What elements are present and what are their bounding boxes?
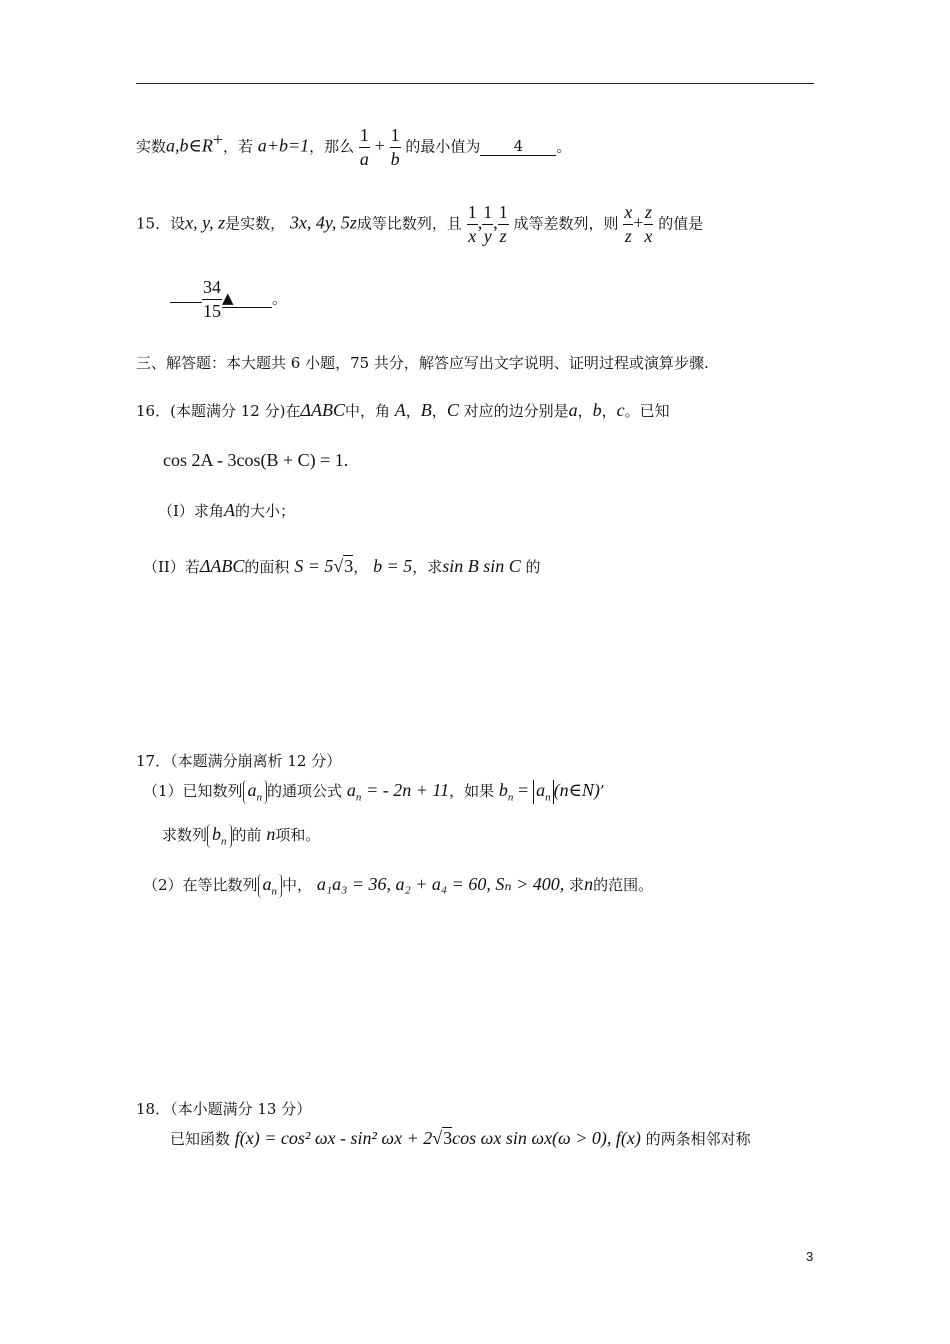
sqrt-argument: 3 — [344, 556, 354, 576]
text: 中，角 — [344, 402, 390, 420]
text: 。已知 — [624, 402, 670, 420]
triangle-marker: ▲ — [222, 289, 272, 308]
sequence-bn: $b_n$ — [207, 824, 232, 848]
text: ，若 — [223, 137, 254, 156]
problem-15: 15．设x, y, z是实数， 3x, 4y, 5z成等比数列，且 $\frac{1}{x}$ , $\frac{1}{y}$ , $\frac{1}{z}$ 成等差数列，则 $\frac{x}{z}$ + $\frac{z}{x}$ 的值是 — [136, 202, 704, 246]
header-rule — [136, 83, 814, 84]
problem-15-answer — [170, 278, 287, 321]
problem-number: 16．(本题满分 12 分)在 — [136, 402, 301, 420]
text: 成等差数列，则 — [513, 214, 619, 233]
fraction-1-over-a: $\frac{1}{a}$ — [359, 125, 369, 169]
text: ，那么 — [309, 137, 355, 156]
text: 的值是 — [658, 214, 704, 233]
function-definition: f(x) = cos² ωx - sin² ωx + 2 — [234, 1128, 433, 1148]
problem-16: 16．(本题满分 12 分)在ΔABC中，角 A，B，C 对应的边分别是a，b，c。已知 — [136, 400, 670, 420]
fraction-1-over-y: $\frac{1}{y}$ — [483, 202, 493, 246]
problem-16-part-2: （II）若ΔABC的面积 S = 5√3， b = 5，求sin B sin C 的 — [143, 556, 541, 576]
problem-17-part-1b: 求数列 $b_n$ 的前 n项和。 — [162, 824, 321, 848]
problem-17-part-2: （2）在等比数列 $a_n$ 中， a₁a₃ = 36, a₂ + a₄ = 60, Sₙ > 400, 求n的范围。 — [143, 874, 654, 898]
problem-16-part-1: （I）求角A的大小； — [158, 500, 295, 520]
sqrt-argument: 3 — [443, 1128, 453, 1148]
page-number: 3 — [806, 1249, 814, 1264]
superscript: + — [212, 129, 223, 150]
text: 实数 — [136, 137, 167, 156]
text: 对应的边分别是 — [463, 402, 569, 420]
math-vars: x, y, z — [185, 212, 226, 233]
section-heading: 三、解答题：本大题共 6 小题，75 共分，解答应写出文字说明、证明过程或演算步骤. — [136, 354, 709, 372]
conditions: a₁a₃ = 36, a₂ + a₄ = 60, Sₙ > 400, — [316, 874, 565, 894]
sequence-an: $a_n$ — [258, 874, 283, 898]
problem-number: 15．设 — [136, 214, 186, 233]
fraction-1-over-x: $\frac{1}{x}$ — [467, 202, 477, 246]
answer-blank: 4 — [480, 137, 556, 156]
answer-fraction: $\frac{34}{15}$ — [203, 277, 221, 321]
area-expression: S = 5 — [294, 556, 334, 576]
formula: = - 2n + 11 — [366, 780, 450, 800]
absolute-value: $a_n$ — [533, 780, 554, 804]
text: 。 — [556, 137, 572, 156]
text: 是实数， — [225, 214, 286, 233]
problem-17-heading: 17．（本题满分崩离析 12 分） — [136, 752, 342, 770]
sequence-an: $a_n$ — [243, 780, 268, 804]
math-set: a,b∈R — [166, 135, 213, 156]
fraction-1-over-b: $\frac{1}{b}$ — [390, 125, 400, 169]
math-condition: a+b=1 — [257, 135, 310, 156]
text: 成等比数列，且 — [356, 214, 462, 233]
text: 。 — [272, 289, 288, 308]
fraction-1-over-z: $\frac{1}{z}$ — [498, 202, 508, 246]
math-sequence: 3x, 4y, 5z — [289, 212, 357, 233]
problem-18-statement: 已知函数 f(x) = cos² ωx - sin² ωx + 2√3cos ωx sin ωx(ω > 0), f(x) 的两条相邻对称 — [170, 1128, 751, 1148]
problem-16-equation: cos 2A - 3cos(B + C) = 1. — [163, 450, 349, 470]
fraction-x-over-z: $\frac{x}{z}$ — [624, 202, 633, 246]
problem-14 — [136, 126, 571, 169]
problem-17-part-1: （1）已知数列 $a_n$ 的通项公式 $a_n$ = - 2n + 11，如果 $b_n = a_n$ (n∈N)’ — [143, 780, 605, 804]
plus-sign: + — [374, 135, 385, 156]
triangle-abc: ΔABC — [300, 400, 345, 420]
problem-18-heading: 18．（本小题满分 13 分） — [136, 1100, 312, 1118]
text: 的最小值为 — [405, 137, 481, 156]
fraction-z-over-x: $\frac{z}{x}$ — [644, 202, 653, 246]
